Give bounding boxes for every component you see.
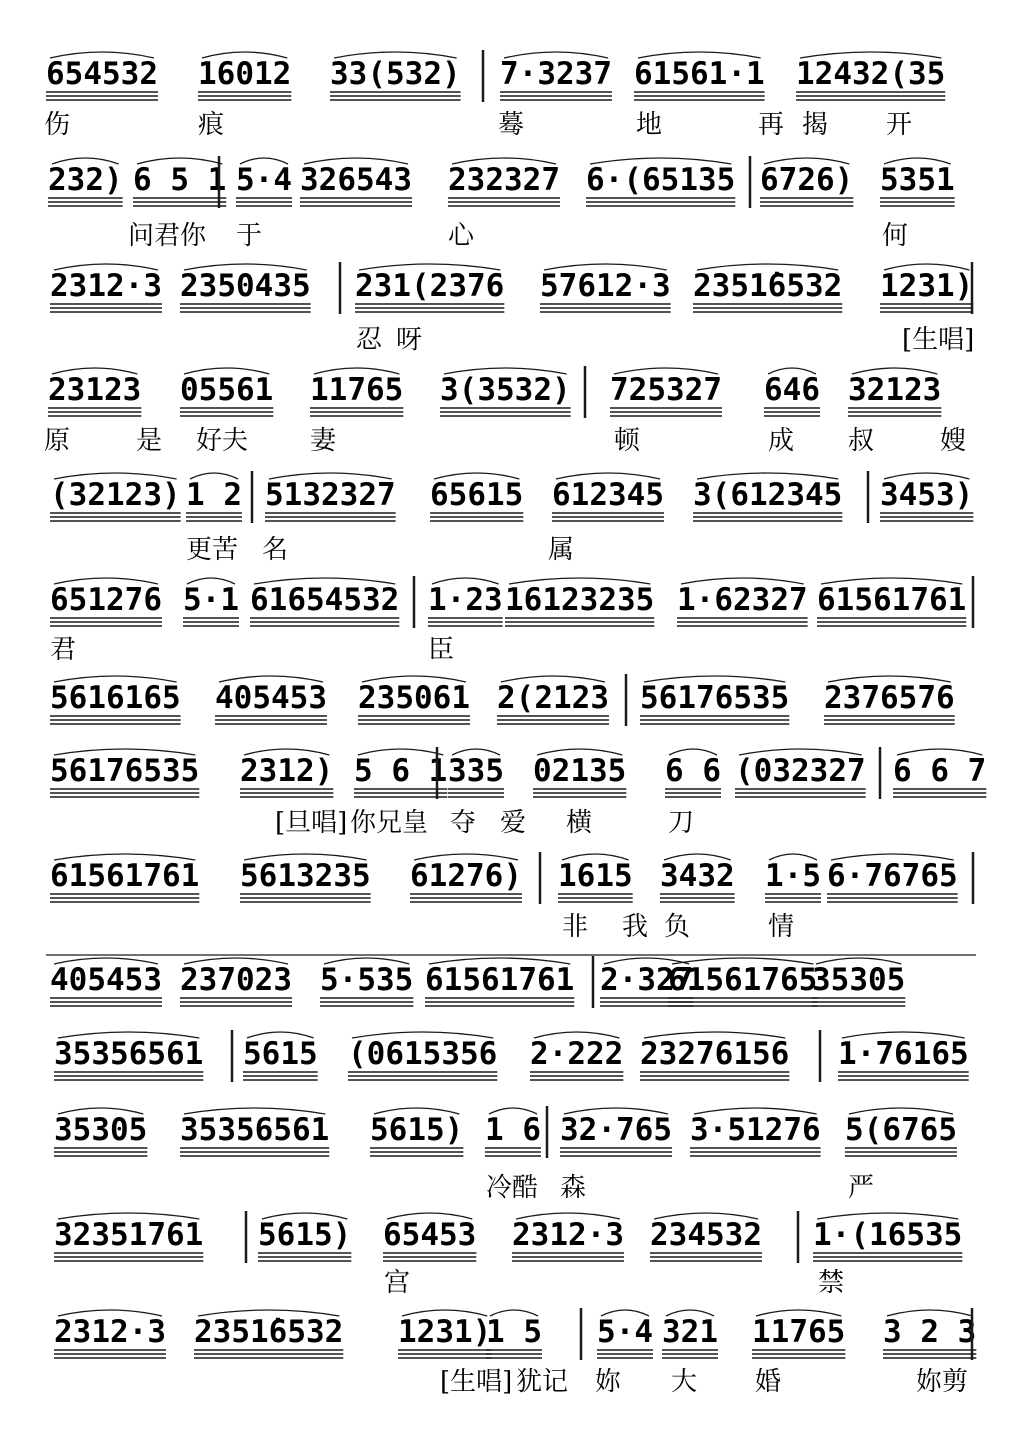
rhythm-underline — [533, 789, 626, 797]
note-group: 2376576 — [824, 680, 955, 716]
note-group: 1·5 — [765, 858, 821, 894]
note-group: 1 2 — [186, 477, 242, 513]
note-group: 3(612345 — [693, 477, 843, 513]
note-group: (032327 — [735, 753, 866, 789]
lyric-syllable: 心 — [448, 221, 475, 251]
note-group: 5132327 — [265, 477, 396, 513]
lyric-syllable: 大 — [671, 1367, 698, 1397]
rhythm-underline — [485, 1148, 541, 1156]
note-group: 32351761 — [54, 1217, 204, 1253]
rhythm-underline — [813, 1253, 962, 1261]
note-group: 35356561 — [180, 1112, 330, 1148]
rhythm-underline — [186, 513, 242, 521]
rhythm-underline — [883, 1350, 976, 1358]
rhythm-underline — [410, 894, 522, 902]
rhythm-underline — [634, 92, 765, 100]
lyric-syllable: 爱 — [500, 808, 527, 838]
note-group: 23276156 — [640, 1036, 790, 1072]
rhythm-underline — [50, 998, 162, 1006]
rhythm-underline — [845, 1148, 957, 1156]
rhythm-underline — [50, 716, 181, 724]
note-group: 57612·3 — [540, 268, 671, 304]
note-group: 2350435 — [180, 268, 311, 304]
rhythm-underline — [880, 513, 973, 521]
lyric-syllable: 君 — [50, 635, 77, 665]
lyric-syllable: 名 — [262, 535, 289, 565]
lyric-syllable: 你兄皇 — [350, 808, 429, 838]
note-group: 405453 — [215, 680, 327, 716]
note-group: 612345 — [552, 477, 664, 513]
note-group: 3432 — [660, 858, 735, 894]
lyric-syllable: 负 — [664, 912, 691, 942]
note-group: 5615) — [370, 1112, 464, 1148]
rhythm-underline — [540, 304, 671, 312]
note-group: 5351 — [880, 162, 955, 198]
lyric-syllable: 成 — [768, 426, 795, 456]
rhythm-underline — [265, 513, 396, 521]
lyric-syllable: 嫂 — [940, 426, 967, 456]
rhythm-underline — [817, 618, 966, 626]
rhythm-underline — [448, 789, 504, 797]
note-group: 646 — [764, 372, 820, 408]
note-group: 2(2123 — [497, 680, 609, 716]
rhythm-underline — [880, 304, 973, 312]
rhythm-underline — [662, 1350, 718, 1358]
note-group: 2·327 — [600, 962, 694, 998]
lyric-syllable: 妻 — [310, 426, 337, 456]
note-group: 16123235 — [505, 582, 655, 618]
note-group: 235061 — [358, 680, 470, 716]
note-group: 35356561 — [54, 1036, 204, 1072]
lyric-syllable: 蓦 — [498, 110, 525, 140]
rhythm-underline — [690, 1148, 821, 1156]
rhythm-underline — [330, 92, 461, 100]
note-group: 65453 — [383, 1217, 477, 1253]
rhythm-underline — [198, 92, 291, 100]
rhythm-underline — [893, 789, 986, 797]
note-group: 2351̇6532 — [693, 268, 843, 304]
note-group: 61561765 — [668, 962, 818, 998]
rhythm-underline — [54, 1072, 203, 1080]
lyric-syllable: 刀 — [668, 808, 695, 838]
note-group: 3 2 3 — [883, 1314, 977, 1350]
note-group: 651276 — [50, 582, 162, 618]
lyric-syllable: 情 — [768, 912, 795, 942]
lyric-syllable: [旦唱] — [275, 808, 348, 838]
note-group: 5615 — [243, 1036, 318, 1072]
rhythm-underline — [54, 1148, 147, 1156]
note-group: 234532 — [650, 1217, 762, 1253]
rhythm-underline — [133, 198, 226, 206]
note-group: (0615356 — [348, 1036, 498, 1072]
note-group: 232327 — [448, 162, 560, 198]
rhythm-underline — [180, 408, 273, 416]
note-group: 32123 — [848, 372, 942, 408]
rhythm-underline — [486, 1350, 542, 1358]
lyric-syllable: 忍 — [356, 325, 383, 355]
note-group: 1·76165 — [838, 1036, 969, 1072]
rhythm-underline — [430, 513, 523, 521]
note-group: (32123) — [50, 477, 181, 513]
lyric-syllable: 更苦 — [186, 535, 239, 565]
note-group: 326543 — [300, 162, 412, 198]
rhythm-underline — [240, 894, 371, 902]
rhythm-underline — [50, 304, 162, 312]
rhythm-underline — [354, 789, 447, 797]
note-group: 2312·3 — [512, 1217, 624, 1253]
rhythm-underline — [650, 1253, 762, 1261]
lyric-syllable: [生唱] — [902, 325, 975, 355]
rhythm-underline — [236, 198, 292, 206]
lyric-syllable: 冷酷 — [486, 1173, 539, 1203]
rhythm-underline — [552, 513, 664, 521]
note-group: 61561761 — [817, 582, 967, 618]
note-group: 725327 — [610, 372, 722, 408]
note-group: 335 — [448, 753, 504, 789]
rhythm-underline — [693, 304, 842, 312]
lyric-syllable: 横 — [566, 808, 593, 838]
note-group: 5·535 — [320, 962, 414, 998]
lyric-syllable: 是 — [136, 426, 163, 456]
note-group: 11765 — [310, 372, 404, 408]
rhythm-underline — [597, 1350, 653, 1358]
note-group: 5·4 — [236, 162, 292, 198]
note-group: 5616165 — [50, 680, 181, 716]
lyric-syllable: 宫 — [384, 1268, 411, 1298]
note-group: 1·62327 — [677, 582, 808, 618]
note-group: 6·(65135 — [586, 162, 736, 198]
rhythm-underline — [243, 1072, 318, 1080]
note-group: 33(532) — [330, 56, 461, 92]
note-group: 2·222 — [530, 1036, 624, 1072]
note-group: 1·23 — [428, 582, 503, 618]
rhythm-underline — [54, 1253, 203, 1261]
rhythm-underline — [668, 998, 817, 1006]
rhythm-underline — [370, 1148, 463, 1156]
note-group: 56176535 — [640, 680, 790, 716]
lyric-syllable: 夺 — [450, 808, 477, 838]
rhythm-underline — [180, 998, 292, 1006]
rhythm-underline — [48, 198, 123, 206]
rhythm-underline — [54, 1350, 166, 1358]
rhythm-underline — [448, 198, 560, 206]
note-group: 1 6 — [485, 1112, 541, 1148]
lyric-syllable: 好夫 — [196, 426, 249, 456]
note-group: 5·4 — [597, 1314, 653, 1350]
note-group: 3453) — [880, 477, 974, 513]
rhythm-underline — [250, 618, 399, 626]
rhythm-underline — [425, 998, 574, 1006]
rhythm-underline — [796, 92, 945, 100]
rhythm-underline — [665, 789, 721, 797]
note-group: 65615 — [430, 477, 524, 513]
note-group: 5·1 — [183, 582, 239, 618]
lyric-syllable: 再 — [758, 110, 785, 140]
note-group: 61561·1 — [634, 56, 765, 92]
rhythm-underline — [50, 513, 181, 521]
rhythm-underline — [428, 618, 503, 626]
lyric-syllable: [生唱] — [440, 1367, 513, 1397]
rhythm-underline — [48, 408, 141, 416]
lyric-syllable: 妳 — [595, 1367, 622, 1397]
note-group: 5 6 1 — [354, 753, 448, 789]
note-group: 5615) — [258, 1217, 352, 1253]
note-group: 05561 — [180, 372, 274, 408]
note-group: 61561761 — [425, 962, 575, 998]
rhythm-underline — [355, 304, 504, 312]
rhythm-underline — [215, 716, 327, 724]
lyric-syllable: 禁 — [818, 1268, 845, 1298]
rhythm-underline — [827, 894, 958, 902]
note-group: 3(3532) — [440, 372, 571, 408]
note-group: 5613235 — [240, 858, 371, 894]
rhythm-underline — [660, 894, 735, 902]
rhythm-underline — [50, 894, 199, 902]
note-group: 237023 — [180, 962, 292, 998]
rhythm-underline — [693, 513, 842, 521]
note-group: 12432(35 — [796, 56, 946, 92]
note-group: 6 5 1 — [133, 162, 227, 198]
rhythm-underline — [512, 1253, 624, 1261]
lyric-syllable: 地 — [636, 110, 663, 140]
lyric-syllable: 开 — [886, 110, 913, 140]
lyric-syllable: 非 — [562, 912, 589, 942]
lyric-syllable: 顿 — [614, 426, 641, 456]
rhythm-underline — [50, 789, 199, 797]
rhythm-underline — [586, 198, 735, 206]
lyric-syllable: 何 — [882, 221, 909, 251]
rhythm-underline — [50, 618, 162, 626]
rhythm-underline — [610, 408, 722, 416]
rhythm-underline — [258, 1253, 351, 1261]
rhythm-underline — [348, 1072, 497, 1080]
note-group: 7·3237 — [500, 56, 612, 92]
lyric-syllable: 臣 — [428, 635, 455, 665]
rhythm-underline — [240, 789, 333, 797]
note-group: 61654532 — [250, 582, 400, 618]
rhythm-underline — [560, 1148, 672, 1156]
rhythm-underline — [500, 92, 612, 100]
lyric-syllable: 问君你 — [128, 221, 207, 251]
rhythm-underline — [398, 1350, 491, 1358]
note-group: 1 5 — [486, 1314, 542, 1350]
note-group: 5(6765 — [845, 1112, 957, 1148]
rhythm-underline — [765, 894, 821, 902]
lyric-syllable: 婚 — [755, 1367, 782, 1397]
note-group: 16012 — [198, 56, 292, 92]
lyric-syllable: 严 — [848, 1173, 875, 1203]
note-group: 3·51276 — [690, 1112, 821, 1148]
note-group: 232) — [48, 162, 123, 198]
note-group: 654532 — [46, 56, 158, 92]
rhythm-underline — [812, 998, 905, 1006]
note-group: 405453 — [50, 962, 162, 998]
rhythm-underline — [558, 894, 633, 902]
note-group: 2351̇6532 — [194, 1314, 344, 1350]
lyric-syllable: 犹记 — [516, 1367, 569, 1397]
rhythm-underline — [183, 618, 239, 626]
note-group: 6 6 — [665, 753, 721, 789]
rhythm-underline — [46, 92, 158, 100]
rhythm-underline — [824, 716, 955, 724]
rhythm-underline — [677, 618, 808, 626]
rhythm-underline — [848, 408, 941, 416]
lyric-syllable: 痕 — [198, 110, 225, 140]
note-group: 35305 — [812, 962, 906, 998]
note-group: 2312·3 — [54, 1314, 166, 1350]
lyric-syllable: 原 — [44, 426, 71, 456]
note-group: 61276) — [410, 858, 522, 894]
note-group: 1·(16535 — [813, 1217, 963, 1253]
rhythm-underline — [383, 1253, 476, 1261]
rhythm-underline — [760, 198, 853, 206]
note-group: 2312·3 — [50, 268, 162, 304]
note-group: 23123 — [48, 372, 142, 408]
note-group: 1231) — [398, 1314, 492, 1350]
rhythm-underline — [880, 198, 955, 206]
lyric-syllable: 于 — [236, 221, 263, 251]
note-group: 1615 — [558, 858, 633, 894]
rhythm-underline — [194, 1350, 343, 1358]
note-group: 1231) — [880, 268, 974, 304]
lyric-syllable: 森 — [560, 1173, 587, 1203]
rhythm-underline — [505, 618, 654, 626]
note-group: 6 6 7 — [893, 753, 987, 789]
note-group: 231(2376 — [355, 268, 505, 304]
note-group: 35305 — [54, 1112, 148, 1148]
lyric-syllable: 我 — [622, 912, 649, 942]
rhythm-underline — [640, 1072, 789, 1080]
rhythm-underline — [497, 716, 609, 724]
lyric-syllable: 叔 — [848, 426, 875, 456]
rhythm-underline — [180, 304, 311, 312]
rhythm-underline — [180, 1148, 329, 1156]
rhythm-underline — [320, 998, 413, 1006]
note-group: 6726) — [760, 162, 854, 198]
note-group: 02135 — [533, 753, 627, 789]
rhythm-underline — [440, 408, 571, 416]
rhythm-underline — [735, 789, 866, 797]
note-group: 61561761 — [50, 858, 200, 894]
rhythm-underline — [640, 716, 789, 724]
lyric-syllable: 妳剪 — [916, 1367, 969, 1397]
note-group: 56176535 — [50, 753, 200, 789]
lyric-syllable: 呀 — [396, 325, 423, 355]
rhythm-underline — [838, 1072, 969, 1080]
note-group: 11765 — [752, 1314, 846, 1350]
note-group: 6·76765 — [827, 858, 958, 894]
lyric-syllable: 伤 — [44, 110, 71, 140]
note-group: 321 — [662, 1314, 718, 1350]
lyric-syllable: 属 — [548, 535, 575, 565]
lyric-syllable: 揭 — [802, 110, 829, 140]
note-group: 2312) — [240, 753, 334, 789]
rhythm-underline — [300, 198, 412, 206]
rhythm-underline — [752, 1350, 845, 1358]
note-group: 32·765 — [560, 1112, 672, 1148]
rhythm-underline — [764, 408, 820, 416]
rhythm-underline — [530, 1072, 623, 1080]
rhythm-underline — [358, 716, 470, 724]
rhythm-underline — [310, 408, 403, 416]
